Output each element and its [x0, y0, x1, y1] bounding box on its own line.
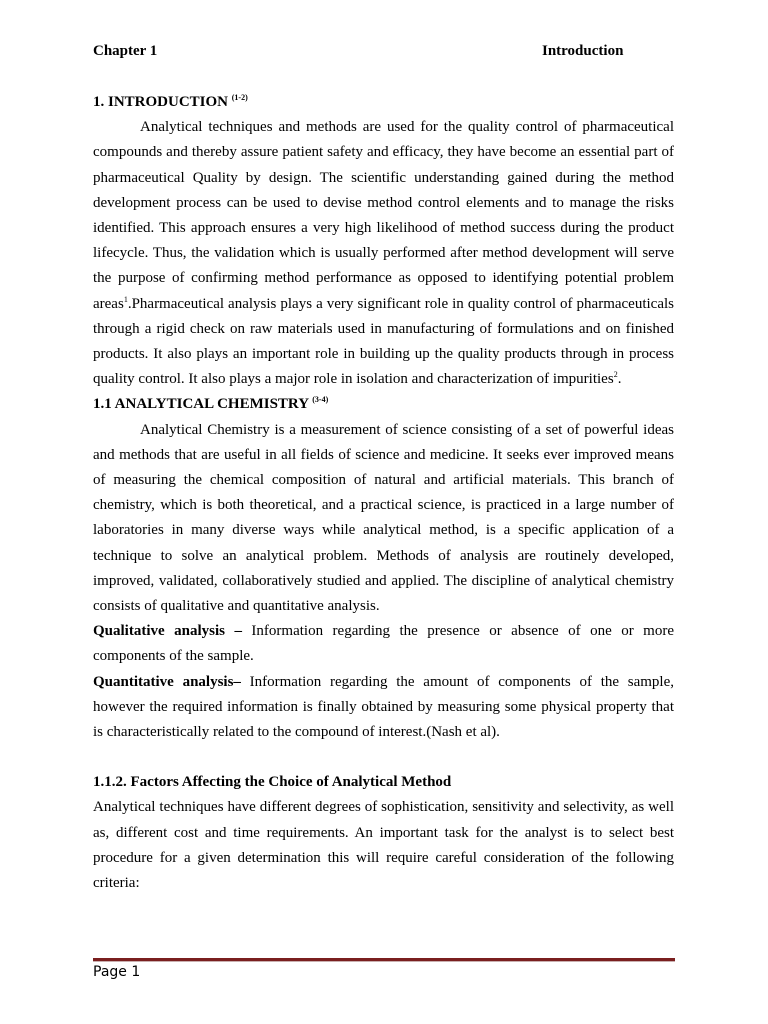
- quantitative-analysis-term: Quantitative analysis–: [93, 673, 241, 690]
- analytical-chemistry-paragraph: Analytical Chemistry is a measurement of science consisting of a set of powerful ideas and methods that are useful in all fields of science and medicine. It seeks ever improved means of measuring the chemical composition of natural and artificial materials. This branch of chemistry, which is both theoretical, and a practical science, is practiced in a large number of laboratories in many diverse ways while analytical method, is a specific application of a technique to solve an analytical problem. Methods of analysis are routinely developed, improved, validated, collaboratively studied and applied. The discipline of analytical chemistry consists of qualitative and quantitative analysis.: [93, 421, 674, 615]
- introduction-text-part2: .Pharmaceutical analysis plays a very significant role in quality control of pharmaceuticals through a rigid check on raw materials used in manufacturing of formulations and on finished products. It also plays an important role in building up the quality products through in process quality control. It also plays a major role in isolation and characterization of impurities: [93, 295, 674, 388]
- page-number: Page 1: [93, 964, 141, 980]
- analytical-chemistry-heading: [93, 392, 674, 417]
- factors-heading: 1.1.2. Factors Affecting the Choice of Analytical Method: [93, 774, 452, 791]
- analytical-chemistry-heading-text: 1.1 ANALYTICAL CHEMISTRY: [93, 396, 309, 413]
- introduction-text-part1: Analytical techniques and methods are used for the quality control of pharmaceutical compounds and thereby assure patient safety and efficacy, they have become an essential part of pharmaceutical Quality by design. The scientific understanding gained during the method development process can be used to devise method control elements and to manage the risks identified. This approach ensures a very high likelihood of method success during the product lifecycle. Thus, the validation which is usually performed after method development will serve the purpose of confirming method performance as opposed to identifying potential problem areas: [93, 119, 674, 312]
- introduction-heading: [93, 90, 674, 115]
- factors-paragraph: Analytical techniques have different degrees of sophistication, sensitivity and selectivity, as well as, different cost and time requirements. An important task for the analyst is to select best procedure for a given determination this will require careful consideration of the following criteria:: [93, 799, 674, 892]
- section-spacer: [93, 745, 674, 770]
- quantitative-analysis-text: Information regarding the amount of components of the sample, however the required information is finally obtained by measuring some physical property that is characteristically related to the compound of interest.(Nash et al).: [93, 673, 674, 741]
- qualitative-analysis-paragraph: [93, 619, 674, 669]
- reference-1: 1: [123, 294, 128, 304]
- reference-2: 2: [613, 370, 618, 380]
- introduction-heading-ref: (1-2): [231, 93, 248, 102]
- qualitative-analysis-text: Information regarding the presence or absence of one or more components of the sample.: [93, 623, 674, 665]
- section-header: Introduction: [542, 43, 624, 59]
- analytical-chemistry-heading-ref: (3-4): [312, 395, 329, 405]
- footer-divider: [93, 958, 675, 962]
- quantitative-analysis-paragraph: [93, 670, 674, 746]
- document-body: [93, 90, 674, 896]
- introduction-heading-text: 1. INTRODUCTION: [93, 94, 229, 110]
- qualitative-analysis-term: Qualitative analysis –: [93, 623, 242, 640]
- chapter-header: Chapter 1: [93, 43, 158, 59]
- introduction-paragraph: [93, 115, 674, 392]
- introduction-text-part3: .: [617, 371, 622, 388]
